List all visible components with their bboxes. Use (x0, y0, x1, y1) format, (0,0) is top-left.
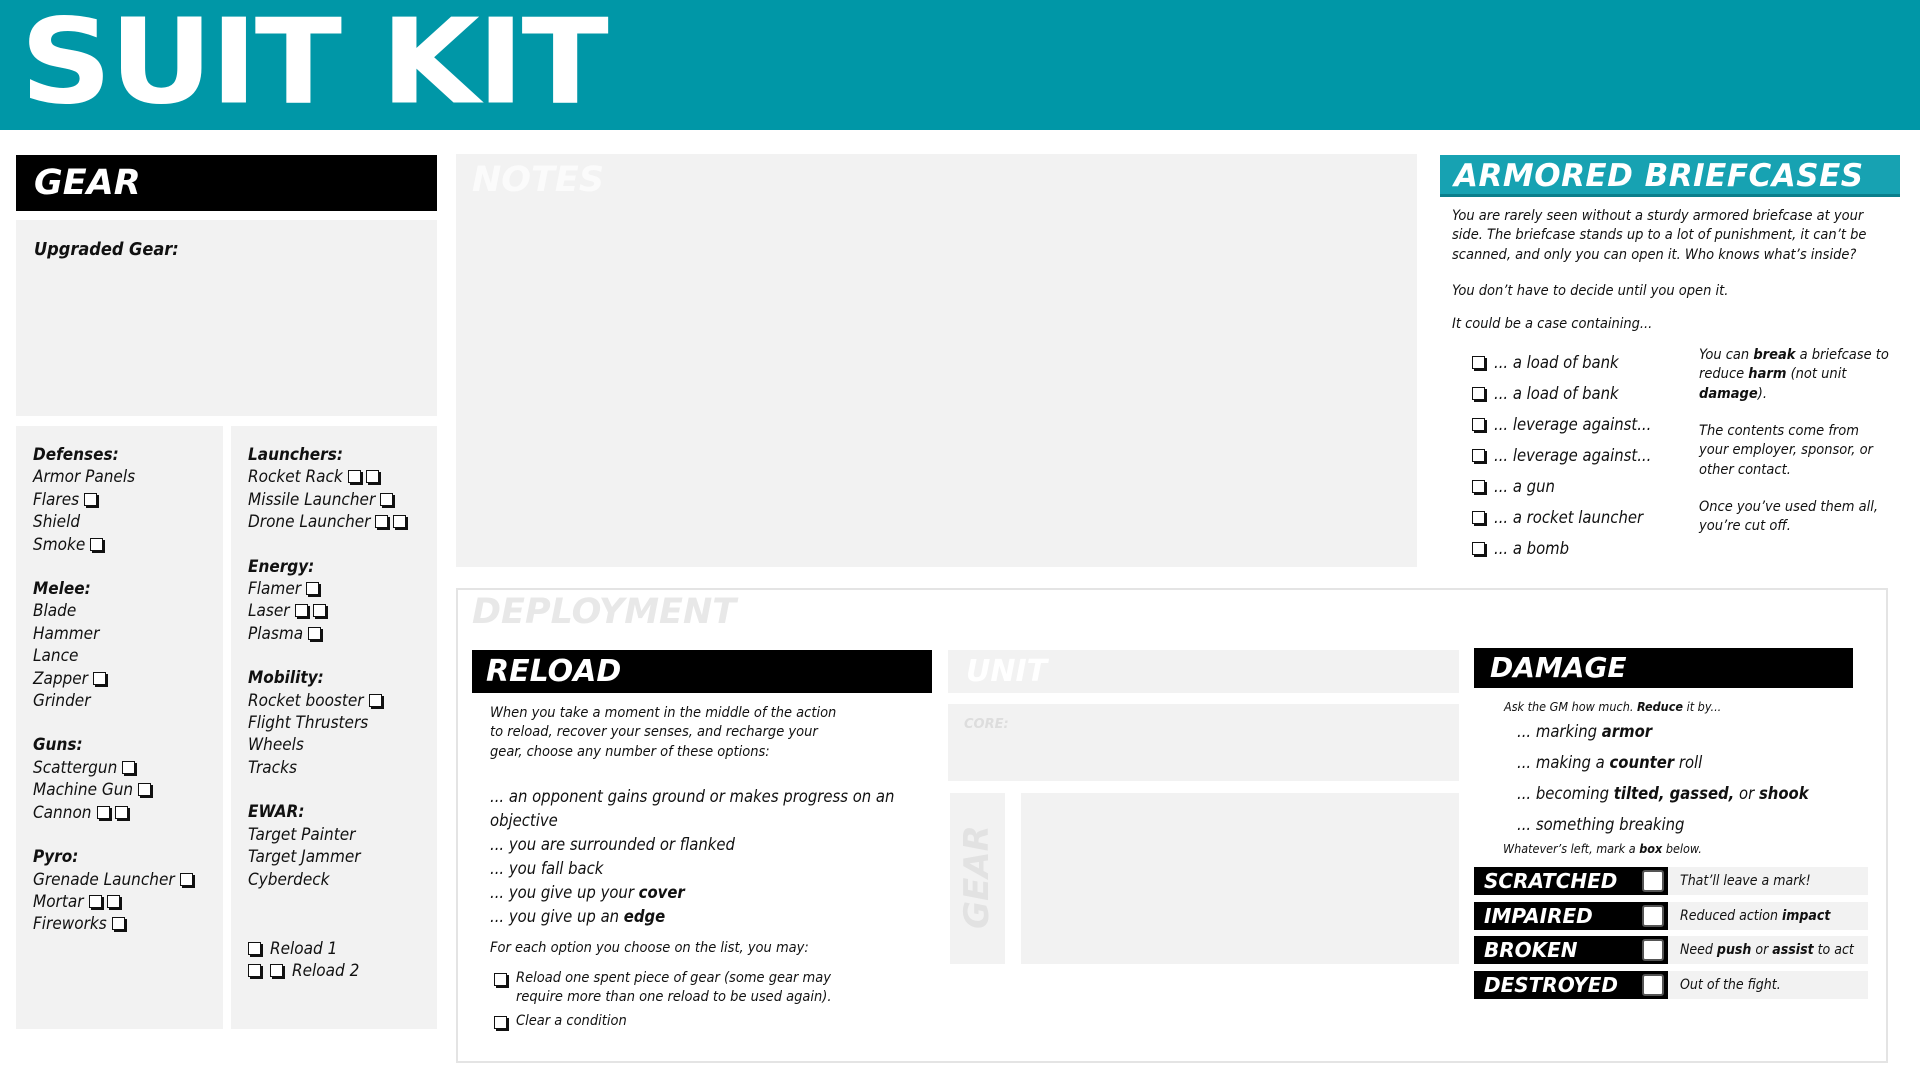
checkbox[interactable] (494, 1016, 507, 1029)
gear-item-plasma[interactable] (248, 623, 406, 645)
damage-way-text: or (1734, 784, 1759, 803)
reload-trigger-keyword: cover (638, 883, 685, 902)
gear-item-label: Rocket booster (248, 690, 364, 711)
reload-trigger-keyword: edge (623, 907, 666, 926)
damage-ask: Ask the GM how much. Reduce it by... (1504, 699, 1722, 714)
reload-item-reload-2[interactable] (248, 960, 359, 982)
reload-triggers (490, 785, 900, 929)
gear-category-mobility: Mobility: (248, 668, 324, 689)
checkbox[interactable] (90, 538, 103, 551)
briefcase-options (1472, 347, 1651, 564)
unit-core-box[interactable] (948, 704, 1459, 781)
damage-way (1517, 778, 1809, 809)
briefcase-cutoff-note: Once you’ve used them all, you’re cut off. (1699, 499, 1879, 535)
gear-list-1 (33, 444, 193, 936)
damage-checkbox[interactable] (1642, 905, 1664, 927)
spacer (248, 534, 406, 556)
checkbox[interactable] (1472, 449, 1485, 462)
reload-result[interactable] (494, 1012, 874, 1031)
gear-item-label: Plasma (248, 623, 304, 644)
briefcase-option-label: ... a bomb (1494, 539, 1570, 558)
checkbox[interactable] (270, 964, 283, 977)
unit-heading (948, 650, 1459, 693)
checkbox[interactable] (1472, 387, 1485, 400)
gear-item-rocket-rack[interactable] (248, 466, 406, 488)
gear-item-label: Lance (33, 646, 79, 667)
damage-way-text: ... becoming (1517, 784, 1614, 803)
damage-way-text: roll (1674, 753, 1703, 772)
gear-category-defenses: Defenses: (33, 445, 119, 465)
upgraded-gear-box (16, 220, 437, 416)
gear-item-label: Scattergun (33, 757, 118, 778)
checkbox[interactable] (248, 942, 261, 955)
reload-trigger (490, 833, 900, 857)
reload-trigger (490, 785, 900, 833)
briefcase-option[interactable] (1472, 471, 1651, 502)
reload-trigger-text: ... you give up an (490, 907, 624, 926)
reload-each-option: For each option you choose on the list, you may: (490, 940, 809, 956)
gear-item-flamer[interactable] (248, 578, 406, 600)
gear-list-col-1 (16, 426, 223, 1029)
gear-heading: GEAR (16, 155, 437, 211)
unit-title: UNIT (966, 654, 1048, 689)
damage-level-scratched[interactable] (1474, 867, 1868, 895)
unit-gear-label-box (950, 793, 1005, 964)
briefcase-option[interactable] (1472, 347, 1651, 378)
spacer (33, 712, 193, 734)
unit-gear-label: GEAR (957, 825, 997, 929)
reload-result-text: Reload one spent piece of gear (some gear may require more than one reload to be used again). (516, 970, 832, 1006)
checkbox[interactable] (112, 917, 125, 930)
gear-item-grinder[interactable] (33, 690, 193, 712)
damage-level-label: IMPAIRED (1474, 902, 1668, 930)
gear-item-label: Cyberdeck (248, 869, 330, 890)
checkbox[interactable] (1472, 418, 1485, 431)
gear-item-laser[interactable] (248, 600, 406, 622)
damage-way (1517, 716, 1809, 747)
gear-item-label: Flight Thrusters (248, 713, 369, 734)
damage-level-label: SCRATCHED (1474, 867, 1668, 895)
briefcases-heading (1440, 155, 1900, 197)
gear-item-wheels[interactable] (248, 734, 406, 756)
briefcase-option-label: ... a rocket launcher (1494, 508, 1644, 527)
damage-level-broken[interactable] (1474, 936, 1868, 964)
gear-item-label: Tracks (248, 757, 297, 778)
gear-item-shield[interactable] (33, 511, 193, 533)
gear-item-label: Flares (33, 489, 80, 510)
gear-item-cannon[interactable] (33, 802, 193, 824)
checkbox[interactable] (248, 964, 261, 977)
gear-item-mortar[interactable] (33, 891, 193, 913)
damage-level-label: BROKEN (1474, 936, 1668, 964)
damage-way-text: ... marking (1517, 722, 1602, 741)
damage-checkbox[interactable] (1642, 974, 1664, 996)
checkbox[interactable] (380, 493, 393, 506)
checkbox[interactable] (375, 515, 388, 528)
checkbox[interactable] (393, 515, 406, 528)
reload-item-reload-1[interactable] (248, 938, 359, 960)
spacer (248, 779, 406, 801)
reload-trigger-text: ... an opponent gains ground or makes progress on an objective (490, 787, 895, 830)
damage-way-keyword: counter (1609, 753, 1675, 772)
damage-way-text: ... making a (1517, 753, 1610, 772)
gear-item-label: Target Jammer (248, 847, 361, 868)
damage-way (1517, 747, 1809, 778)
checkbox[interactable] (308, 627, 321, 640)
gear-item-cyberdeck[interactable] (248, 869, 406, 891)
spacer (33, 824, 193, 846)
damage-way-keyword: tilted, gassed, (1613, 784, 1735, 803)
gear-item-label: Shield (33, 512, 81, 533)
damage-level-desc: That’ll leave a mark! (1668, 867, 1868, 895)
gear-item-label: Grenade Launcher (33, 869, 175, 890)
reload-result-text: Clear a condition (516, 1012, 627, 1029)
damage-way-keyword: armor (1601, 722, 1653, 741)
checkbox[interactable] (369, 694, 382, 707)
checkbox[interactable] (180, 873, 193, 886)
briefcase-intro: You are rarely seen without a sturdy armored briefcase at your side. The briefcase stands up to a lot of punishment, it can’t be scanned, and only you can open it. Who knows what’s inside? (1452, 208, 1867, 263)
briefcase-option-label: ... leverage against... (1494, 415, 1652, 434)
briefcase-could-be: It could be a case containing... (1452, 316, 1653, 332)
gear-category-pyro: Pyro: (33, 847, 79, 868)
briefcase-option[interactable] (1472, 409, 1651, 440)
gear-item-flares[interactable] (33, 489, 193, 511)
gear-item-label: Cannon (33, 802, 92, 823)
gear-item-label: Grinder (33, 691, 91, 712)
reload-trigger (490, 905, 900, 929)
gear-item-zapper[interactable] (33, 668, 193, 690)
checkbox[interactable] (306, 582, 319, 595)
gear-item-blade[interactable] (33, 600, 193, 622)
checkbox[interactable] (1472, 356, 1485, 369)
damage-level-impaired[interactable] (1474, 902, 1868, 930)
checkbox[interactable] (295, 604, 308, 617)
damage-checkbox[interactable] (1642, 870, 1664, 892)
gear-item-label: Zapper (33, 668, 88, 689)
gear-category-guns: Guns: (33, 735, 83, 756)
spacer (248, 645, 406, 667)
briefcase-break-note: You can break a briefcase to reduce harm (not unit damage). (1699, 347, 1889, 402)
gear-item-label: Rocket Rack (248, 467, 343, 488)
briefcase-option-label: ... a gun (1494, 477, 1555, 496)
damage-way-keyword: shook (1758, 784, 1809, 803)
unit-core-label: CORE: (964, 717, 1009, 732)
damage-level-desc: Out of the fight. (1668, 971, 1868, 999)
gear-item-tracks[interactable] (248, 757, 406, 779)
gear-list-col-2 (231, 426, 437, 1029)
checkbox[interactable] (107, 895, 120, 908)
briefcase-option[interactable] (1472, 440, 1651, 471)
briefcase-decide: You don’t have to decide until you open it. (1452, 283, 1729, 299)
briefcase-option[interactable] (1472, 533, 1651, 564)
gear-item-lance[interactable] (33, 645, 193, 667)
gear-item-drone-launcher[interactable] (248, 511, 406, 533)
reload-trigger (490, 857, 900, 881)
gear-item-fireworks[interactable] (33, 913, 193, 935)
gear-item-label: Hammer (33, 623, 100, 644)
gear-item-scattergun[interactable] (33, 757, 193, 779)
gear-item-label: Flamer (248, 579, 302, 600)
gear-item-machine-gun[interactable] (33, 779, 193, 801)
checkbox[interactable] (89, 895, 102, 908)
notes-title: NOTES (472, 160, 605, 200)
gear-item-rocket-booster[interactable] (248, 690, 406, 712)
checkbox[interactable] (1472, 511, 1485, 524)
reload-trigger-text: ... you give up your (490, 883, 639, 902)
damage-ways (1517, 716, 1809, 840)
unit-gear-box[interactable] (1021, 793, 1459, 964)
briefcase-option-label: ... a load of bank (1494, 353, 1619, 372)
checkbox[interactable] (1472, 542, 1485, 555)
reload-item-label: Reload 2 (292, 961, 360, 982)
gear-item-label: Blade (33, 601, 77, 622)
gear-category-energy: Energy: (248, 556, 315, 577)
reload-heading: RELOAD (472, 650, 932, 693)
gear-item-label: Fireworks (33, 914, 107, 935)
gear-item-label: Armor Panels (33, 467, 136, 488)
checkbox[interactable] (138, 783, 151, 796)
briefcase-option[interactable] (1472, 502, 1651, 533)
spacer (33, 556, 193, 578)
checkbox[interactable] (122, 761, 135, 774)
gear-item-smoke[interactable] (33, 534, 193, 556)
upgraded-gear-label: Upgraded Gear: (34, 239, 179, 260)
briefcase-option[interactable] (1472, 378, 1651, 409)
gear-item-label: Laser (248, 601, 290, 622)
reload-intro: When you take a moment in the middle of the action to reload, recover your senses, and recharge your gear, choose any number of these options: (490, 705, 837, 760)
reload-results (494, 969, 874, 1035)
notes-box[interactable] (456, 154, 1417, 567)
checkbox[interactable] (115, 806, 128, 819)
gear-list-2 (248, 444, 406, 891)
checkbox[interactable] (494, 973, 507, 986)
briefcase-option-label: ... a load of bank (1494, 384, 1619, 403)
gear-item-missile-launcher[interactable] (248, 489, 406, 511)
damage-level-desc: Need push or assist to act (1668, 936, 1868, 964)
gear-item-hammer[interactable] (33, 623, 193, 645)
damage-way (1517, 809, 1809, 840)
reload-item-label: Reload 1 (270, 939, 338, 959)
damage-level-desc: Reduced action impact (1668, 902, 1868, 930)
reload-track (248, 938, 359, 983)
deployment-title: DEPLOYMENT (472, 592, 737, 632)
damage-way-text: ... something breaking (1517, 815, 1685, 834)
gear-item-target-painter[interactable] (248, 824, 406, 846)
checkbox[interactable] (313, 604, 326, 617)
gear-item-armor-panels[interactable] (33, 466, 193, 488)
damage-heading: DAMAGE (1474, 648, 1853, 688)
reload-trigger-text: ... you fall back (490, 859, 604, 878)
gear-item-label: Machine Gun (33, 780, 134, 801)
gear-item-label: Missile Launcher (248, 489, 376, 510)
gear-category-launchers: Launchers: (248, 445, 343, 465)
reload-trigger (490, 881, 900, 905)
gear-item-target-jammer[interactable] (248, 846, 406, 868)
gear-item-grenade-launcher[interactable] (33, 869, 193, 891)
briefcase-option-label: ... leverage against... (1494, 446, 1652, 465)
reload-result[interactable] (494, 969, 874, 1008)
checkbox[interactable] (366, 470, 379, 483)
checkbox[interactable] (1472, 480, 1485, 493)
briefcase-contents-note: The contents come from your employer, sponsor, or other contact. (1699, 423, 1873, 478)
reload-trigger-text: ... you are surrounded or flanked (490, 835, 735, 854)
gear-category-melee: Melee: (33, 579, 91, 600)
damage-level-label: DESTROYED (1474, 971, 1668, 999)
checkbox[interactable] (93, 672, 106, 685)
gear-item-label: Drone Launcher (248, 512, 371, 533)
damage-checkbox[interactable] (1642, 939, 1664, 961)
checkbox[interactable] (97, 806, 110, 819)
gear-item-label: Smoke (33, 534, 86, 555)
checkbox[interactable] (348, 470, 361, 483)
page-title: SUIT KIT (20, 0, 606, 132)
briefcases-title: ARMORED BRIEFCASES (1454, 158, 1864, 194)
gear-item-label: Mortar (33, 891, 84, 912)
gear-item-flight-thrusters[interactable] (248, 712, 406, 734)
damage-whatever: Whatever’s left, mark a box below. (1503, 841, 1702, 856)
gear-category-ewar: EWAR: (248, 802, 305, 823)
gear-item-label: Target Painter (248, 824, 356, 845)
gear-item-label: Wheels (248, 735, 304, 756)
checkbox[interactable] (84, 493, 97, 506)
damage-level-destroyed[interactable] (1474, 971, 1868, 999)
